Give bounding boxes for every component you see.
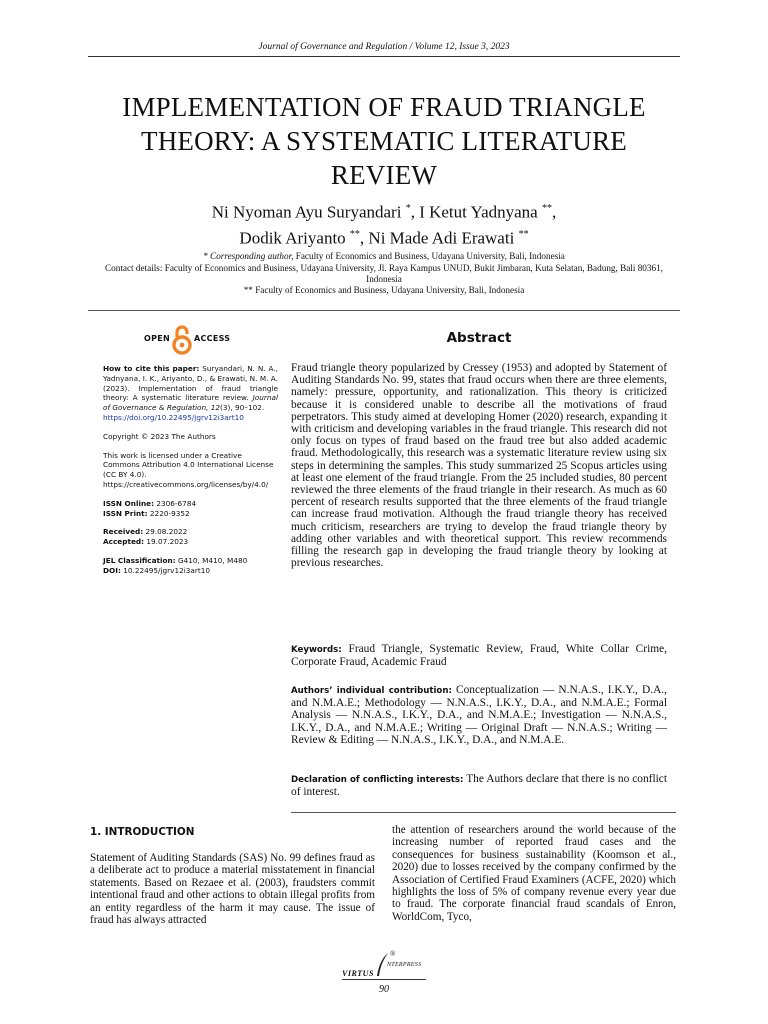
article-info-sidebar xyxy=(103,364,278,585)
publisher-underline xyxy=(342,979,426,980)
cite-journal: Journal of Governance & Regulation, 12 xyxy=(103,393,278,413)
accepted-date: 19.07.2023 xyxy=(144,537,189,547)
corresponding-affiliation xyxy=(88,251,680,262)
open-access-word-right: ACCESS xyxy=(194,334,231,343)
author-separator: , xyxy=(359,228,369,248)
author-mark: ** xyxy=(518,228,529,240)
contact-details: Contact details: Faculty of Economics and Business, Udayana University, Jl. Raya Kampus UNUD, Bukit Jimbaran, Kuta Selatan, Badung, Bali 80361, Indonesia xyxy=(105,263,663,284)
body-left-column: Statement of Auditing Standards (SAS) No. 99 defines fraud as a deliberate act to produce a material misstatement in financial statements. Based on Rezaee et al. (2003), fraudsters commit intentional fraud and other actions to obtain illegal profits from an entity regardless of the harm it may cause. The issue of fraud has always attracted xyxy=(90,852,375,927)
doi-value: 10.22495/jgrv12i3art10 xyxy=(120,565,211,575)
cite-authors: Suryandari, N. N. A., Yadnyana, I. K., Ariyanto, D., & Erawati, N. M. A. (2023). Implementation of fraud triangle theory: A systematic literature review. xyxy=(103,364,278,403)
publisher-name-right: NTERPRESS xyxy=(387,962,422,968)
page-number: 90 xyxy=(379,984,389,995)
issn-online-label: ISSN Online: xyxy=(103,498,155,508)
copyright-line: Copyright © 2023 The Authors xyxy=(103,431,216,441)
keywords-label: Keywords: xyxy=(291,645,342,655)
author-list xyxy=(100,198,668,249)
author-mark: * xyxy=(405,203,411,214)
abstract-divider xyxy=(291,812,676,813)
publisher-logo xyxy=(330,952,440,988)
corresponding-label: * Corresponding author, xyxy=(203,251,294,261)
journal-header: Journal of Governance and Regulation / Volume 12, Issue 3, 2023 xyxy=(258,42,510,52)
declaration-block xyxy=(291,773,667,798)
author-name: I Ketut Yadnyana xyxy=(419,202,538,222)
issn-print-label: ISSN Print: xyxy=(103,508,148,518)
second-affiliation: ** Faculty of Economics and Business, Udayana University, Bali, Indonesia xyxy=(243,285,525,295)
corresponding-text: Faculty of Economics and Business, Udayana University, Bali, Indonesia xyxy=(293,251,565,261)
author-separator: , xyxy=(551,202,557,222)
open-access-word-left: OPEN xyxy=(144,334,171,343)
declaration-text: The Authors declare that there is no conflict of interest. xyxy=(291,773,667,799)
contribution-block xyxy=(291,684,667,746)
author-name: Ni Made Adi Erawati xyxy=(368,228,515,248)
publisher-name-left: VIRTUS xyxy=(342,969,374,978)
article-title: IMPLEMENTATION OF FRAUD TRIANGLE THEORY: A SYSTEMATIC LITERATURE REVIEW xyxy=(122,92,646,190)
license-url[interactable]: https://creativecommons.org/licenses/by/4.0/ xyxy=(103,479,269,489)
received-label: Received: xyxy=(103,527,144,537)
jel-label: JEL Classification: xyxy=(103,555,176,565)
keywords-block xyxy=(291,643,667,668)
body-right-column: the attention of researchers around the world because of the increasing number of reported fraud cases and the consequences for business sustainability (Koomson et al., 2020) due to losses received by the company confirmed by the Association of Certified Fraud Examiners (ACFE, 2020) which highlights the loss of 5% of company revenue every year due to fraud. The corporate financial fraud scandals of Enron, WorldCom, Tyco, xyxy=(392,824,676,923)
license-text: This work is licensed under a Creative Commons Attribution 4.0 International License (CC BY 4.0). xyxy=(103,450,274,480)
registered-mark: ® xyxy=(390,950,396,958)
header-divider xyxy=(88,56,680,57)
citation-block xyxy=(103,364,278,423)
author-name: Ni Nyoman Ayu Suryandari xyxy=(211,202,402,222)
author-mark: ** xyxy=(541,203,552,214)
doi-link[interactable]: https://doi.org/10.22495/jgrv12i3art10 xyxy=(103,412,244,422)
contribution-label: Authors’ individual contribution: xyxy=(291,686,452,696)
abstract-heading: Abstract xyxy=(446,330,512,346)
author-separator: , xyxy=(410,202,420,222)
author-mark: ** xyxy=(349,228,360,240)
open-access-logo xyxy=(142,325,242,355)
jel-codes: G410, M410, M480 xyxy=(175,555,248,565)
received-date: 29.08.2022 xyxy=(143,527,188,537)
issn-print-value: 2220-9352 xyxy=(147,508,190,518)
open-lock-icon xyxy=(171,325,193,355)
section-heading: 1. INTRODUCTION xyxy=(90,826,195,838)
section-divider xyxy=(88,310,680,311)
dates-block xyxy=(103,527,278,547)
abstract-body: Fraud triangle theory popularized by Cressey (1953) and adopted by Statement of Auditing Standards No. 99, states that fraud occurs when there are three elements, namely: pressure, opportunity, and rationalization. This theory is criticized because it is considered unable to describe all the motivations of fraud perpetrators. This study aimed at developing Homer (2020) research, expanding it with criticism and developing variables in the fraud triangle. This research did not only focus on types of fraud based on the fraud tree but also added academic fraud. Methodologically, this research was a systematic literature review using six steps in determining the samples. This study summarized 25 Scopus articles using at least one element of the fraud triangle. From the 25 included studies, 80 percent reviewed the three elements of the fraud triangle in their research. As much as 60 percent of research results supported that the three elements of the fraud triangle can increase fraud motivation. Although the fraud triangle theory has received much criticism, researchers are trying to develop the fraud triangle theory by adding other variables and with theoretical support. This review recommends filling the research gap in developing the fraud triangle theory by looking at previous researches. xyxy=(291,362,667,570)
issn-block xyxy=(103,499,278,519)
license-block xyxy=(103,451,278,490)
cite-label: How to cite this paper: xyxy=(103,364,200,373)
contribution-text: Conceptualization — N.N.A.S., I.K.Y., D.A., and N.M.A.E.; Methodology — N.N.A.S., I.K.Y., D.A., and N.M.A.E.; Formal Analysis — N.N.A.S., I.K.Y., D.A., and N.M.A.E.; Investigation — N.N.A.S., I.K.Y., D.A., and N.M.A.E.; Writing — Original Draft — N.N.A.S.; Writing — Review & Editing — N.N.A.S., I.K.Y., D.A., and N.M.A.E. xyxy=(291,684,667,746)
doi-label: DOI: xyxy=(103,565,121,575)
declaration-label: Declaration of conflicting interests: xyxy=(291,775,464,785)
classification-block xyxy=(103,556,278,576)
accepted-label: Accepted: xyxy=(103,537,145,547)
author-name: Dodik Ariyanto xyxy=(239,228,346,248)
keywords-text: Fraud Triangle, Systematic Review, Fraud, White Collar Crime, Corporate Fraud, Academic Fraud xyxy=(291,643,667,669)
cite-issue: (3), 90–102. xyxy=(220,403,265,413)
issn-online-value: 2306-6784 xyxy=(154,498,197,508)
